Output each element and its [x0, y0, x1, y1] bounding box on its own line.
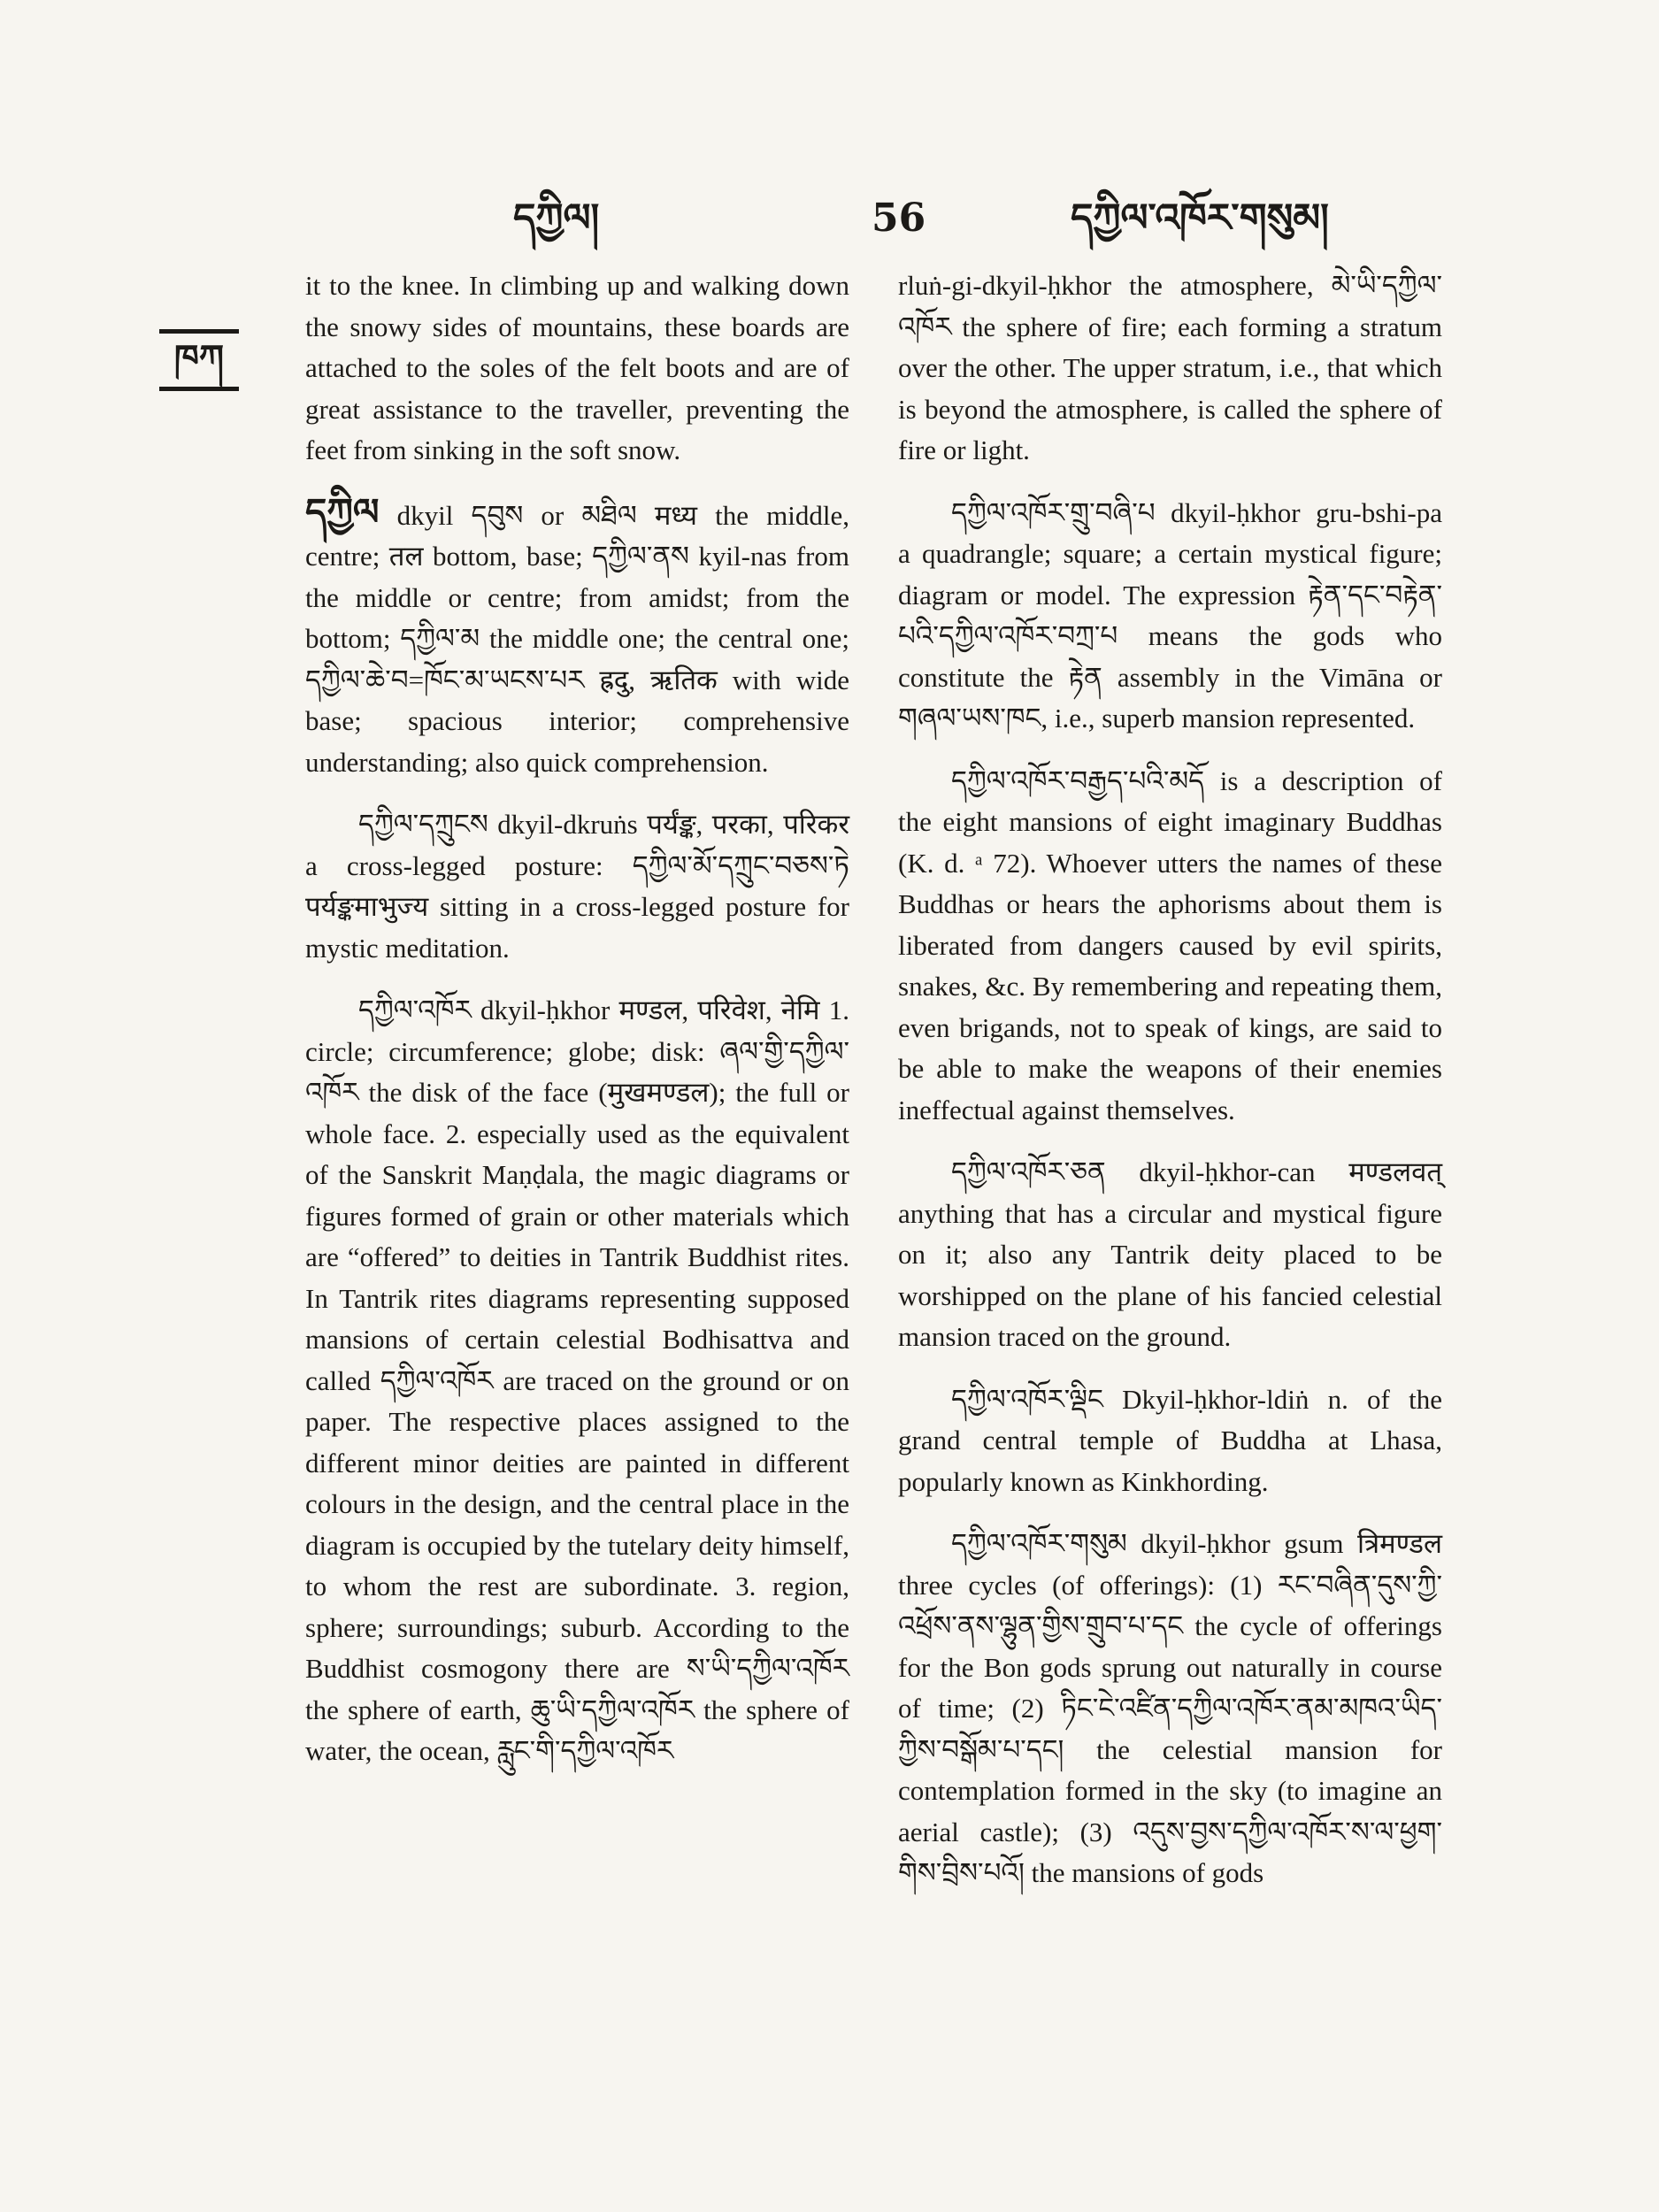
- entry-paragraph: དཀྱིལ་དཀྲུངས dkyil-dkruṅs पर्यंङ्क, परका, परिकर a cross-legged posture: དཀྱིལ་མོ་དཀྲུང་བཅས་ཏེ पर्यङ्कमाभुज्य sitting in a cross-legged posture for mystic meditation.: [305, 809, 849, 964]
- entry-text: dkyil དབུས or མཐིལ मध्य the middle, centre; तल bottom, base; དཀྱིལ་ནས kyil-nas from the middle or centre; from amidst; from the bottom; དཀྱིལ་མ the middle one; the central one; དཀྱིལ་ཆེ་བ=ཁོང་མ་ཡངས་པར ह्रदु, ऋतिक with wide base; spacious interior; comprehensive understanding; also quick comprehension.: [305, 499, 849, 778]
- entry-paragraph: དཀྱིལ་འཁོར་གྲུ་བཞི་པ dkyil-ḥkhor gru-bshi-pa a quadrangle; square; a certain mystical figure; diagram or model. The expression རྟེན་དང་བརྟེན་པའི་དཀྱིལ་འཁོར་བཀྲ་པ means the gods who constitute the རྟེན assembly in the Vimāna or གཞལ་ཡས་ཁང, i.e., superb mansion represented.: [898, 496, 1442, 733]
- running-head-right: དཀྱིལ་འཁོར་གསུམ།: [1071, 196, 1329, 240]
- entry-paragraph: དཀྱིལ་འཁོར་ཅན dkyil-ḥkhor-can मण्डलवत् anything that has a circular and mystical figure on it; also any Tantrik deity placed to be worshipped on the plane of his fancied celestial mansion traced on the ground.: [898, 1156, 1442, 1352]
- entry-paragraph: དཀྱིལ་འཁོར་གསུམ dkyil-ḥkhor gsum त्रिमण्डल three cycles (of offerings): (1) རང་བཞིན་དུས་ཀྱི་འཕྲོས་ནས་ལྷུན་གྱིས་གྲུབ་པ་དང the cycle of offerings for the Bon gods sprung out naturally in course of time; (2) ཏིང་ངེ་འཛིན་དཀྱིལ་འཁོར་ནམ་མཁའ་ཡིད་ཀྱིས་བསྒོམ་པ་དང། the celestial mansion for contemplation formed in the sky (to imagine an aerial castle); (3) འདུས་བྱས་དཀྱིལ་འཁོར་ས་ལ་ཕྱག་གིས་བྲིས་པའོ། the mansions of gods: [898, 1528, 1442, 1888]
- headword: དཀྱིལ: [305, 492, 380, 534]
- right-column: [898, 265, 1442, 1916]
- entry-paragraph: [305, 493, 849, 784]
- margin-thumb-index: ཁཀ: [159, 329, 239, 391]
- entry-paragraph: དཀྱིལ་འཁོར dkyil-ḥkhor मण्डल, परिवेश, नेमि 1. circle; circumference; globe; disk: ཞལ་གྱི་དཀྱིལ་འཁོར the disk of the face (मुखमण्डल); the full or whole face. 2. especially used as the equivalent of the Sanskrit Maṇḍala, the magic diagrams or figures formed of grain or other materials which are “offered” to deities in Tantrik Buddhist rites. In Tantrik rites diagrams representing supposed mansions of certain celestial Bodhisattva and called དཀྱིལ་འཁོར are traced on the ground or on paper. The respective places assigned to the different minor deities are painted in different colours in the design, and the central place in the diagram is occupied by the tutelary deity himself, to whom the rest are subordinate. 3. region, sphere; surroundings; suburb. According to the Buddhist cosmogony there are ས་ཡི་དཀྱིལ་འཁོར the sphere of earth, ཆུ་ཡི་དཀྱིལ་འཁོར the sphere of water, the ocean, རླུང་གི་དཀྱིལ་འཁོར: [305, 995, 849, 1766]
- entry-paragraph: དཀྱིལ་འཁོར་ལྡིང Dkyil-ḥkhor-ldiṅ n. of the grand central temple of Buddha at Lhasa, popularly known as Kinkhording.: [898, 1383, 1442, 1497]
- entry-paragraph: it to the knee. In climbing up and walking down the snowy sides of mountains, these boards are attached to the soles of the felt boots and are of great assistance to the traveller, preventing the feet from sinking in the soft snow.: [305, 270, 849, 465]
- page-number: 56: [872, 196, 926, 241]
- running-head-left: དཀྱིལ།: [513, 196, 600, 240]
- entry-paragraph: དཀྱིལ་འཁོར་བརྒྱད་པའི་མདོ is a description of the eight mansions of eight imaginary Buddhas (K. d. ᵃ 72). Whoever utters the names of these Buddhas or hears the aphorisms about them is liberated from dangers caused by evil spirits, snakes, &c. By remembering and repeating them, even brigands, not to speak of kings, are said to be able to make the weapons of their enemies ineffectual against themselves.: [898, 764, 1442, 1125]
- entry-paragraph: rluṅ-gi-dkyil-ḥkhor the atmosphere, མེ་ཡི་དཀྱིལ་འཁོར the sphere of fire; each forming a stratum over the other. The upper stratum, i.e., that which is beyond the atmosphere, is called the sphere of fire or light.: [898, 270, 1442, 465]
- left-column: [305, 265, 849, 1793]
